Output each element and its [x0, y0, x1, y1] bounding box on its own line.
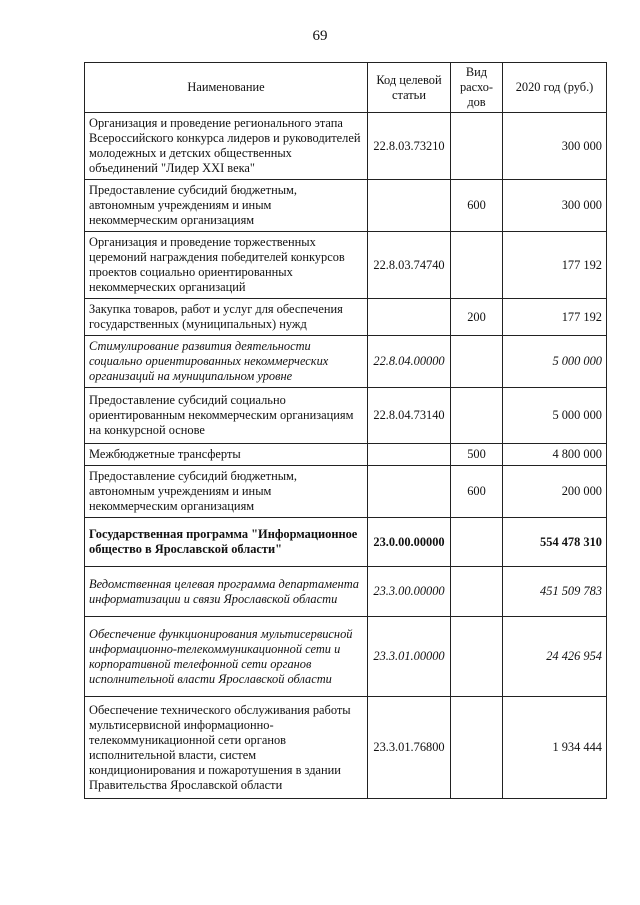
table-row: [85, 466, 607, 518]
row-kind: 200: [451, 299, 503, 336]
table-row: [85, 113, 607, 180]
row-code: 22.8.03.73210: [368, 113, 451, 180]
row-sum: 200 000: [503, 466, 607, 518]
row-sum: 451 509 783: [503, 567, 607, 617]
table-row: [85, 299, 607, 336]
table-row: [85, 518, 607, 567]
row-code: 23.3.00.00000: [368, 567, 451, 617]
row-name: Межбюджетные трансферты: [85, 444, 368, 466]
table-row: [85, 336, 607, 388]
budget-table: [84, 62, 607, 799]
row-kind: 500: [451, 444, 503, 466]
table-row: [85, 180, 607, 232]
row-kind: [451, 617, 503, 697]
row-code: 22.8.04.00000: [368, 336, 451, 388]
header-sum: 2020 год (руб.): [503, 63, 607, 113]
row-sum: 24 426 954: [503, 617, 607, 697]
row-name: Ведомственная целевая программа департамента информатизации и связи Ярославской области: [85, 567, 368, 617]
row-kind: 600: [451, 180, 503, 232]
table-row: [85, 388, 607, 444]
row-sum: 4 800 000: [503, 444, 607, 466]
row-sum: 300 000: [503, 180, 607, 232]
row-sum: 5 000 000: [503, 336, 607, 388]
row-sum: 1 934 444: [503, 697, 607, 799]
row-name: Обеспечение функционирования мультисервисной информационно-телекоммуникационной сети и корпоративной телефонной сети органов исполнительной власти Ярославской области: [85, 617, 368, 697]
row-name: Предоставление субсидий социально ориентированным некоммерческим организациям на конкурсной основе: [85, 388, 368, 444]
row-name: Обеспечение технического обслуживания работы мультисервисной информационно-телекоммуникационной сети органов исполнительной власти, систем кондиционирования и пожаротушения в здании Правительства Ярославской области: [85, 697, 368, 799]
row-sum: 5 000 000: [503, 388, 607, 444]
row-sum: 300 000: [503, 113, 607, 180]
page-number: 69: [312, 28, 328, 44]
row-kind: [451, 388, 503, 444]
row-kind: [451, 567, 503, 617]
row-code: [368, 444, 451, 466]
row-sum: 177 192: [503, 299, 607, 336]
row-kind: [451, 336, 503, 388]
row-sum: 554 478 310: [503, 518, 607, 567]
row-name: Закупка товаров, работ и услуг для обеспечения государственных (муниципальных) нужд: [85, 299, 368, 336]
row-kind: [451, 518, 503, 567]
table-header-row: [85, 63, 607, 113]
row-name: Предоставление субсидий бюджетным, автономным учреждениям и иным некоммерческим организациям: [85, 466, 368, 518]
row-name: Предоставление субсидий бюджетным, автономным учреждениям и иным некоммерческим организациям: [85, 180, 368, 232]
row-code: 22.8.04.73140: [368, 388, 451, 444]
header-name: Наименование: [85, 63, 368, 113]
header-kind: Вид расхо-дов: [451, 63, 503, 113]
row-name: Организация и проведение торжественных церемоний награждения победителей конкурсов проектов социально ориентированных некоммерческих организаций: [85, 232, 368, 299]
row-kind: [451, 697, 503, 799]
row-code: [368, 299, 451, 336]
table-row: [85, 567, 607, 617]
row-sum: 177 192: [503, 232, 607, 299]
row-code: 23.0.00.00000: [368, 518, 451, 567]
row-kind: [451, 232, 503, 299]
row-code: [368, 180, 451, 232]
row-code: 23.3.01.76800: [368, 697, 451, 799]
table-row: [85, 232, 607, 299]
row-name: Организация и проведение регионального этапа Всероссийского конкурса лидеров и руководителей молодежных и детских общественных объединений "Лидер XXI века": [85, 113, 368, 180]
table-row: [85, 617, 607, 697]
table-row: [85, 444, 607, 466]
row-name: Стимулирование развития деятельности социально ориентированных некоммерческих организаций на муниципальном уровне: [85, 336, 368, 388]
row-code: 22.8.03.74740: [368, 232, 451, 299]
row-code: [368, 466, 451, 518]
row-kind: [451, 113, 503, 180]
header-code: Код целевой статьи: [368, 63, 451, 113]
row-code: 23.3.01.00000: [368, 617, 451, 697]
row-name: Государственная программа "Информационное общество в Ярославской области": [85, 518, 368, 567]
table-row: [85, 697, 607, 799]
row-kind: 600: [451, 466, 503, 518]
